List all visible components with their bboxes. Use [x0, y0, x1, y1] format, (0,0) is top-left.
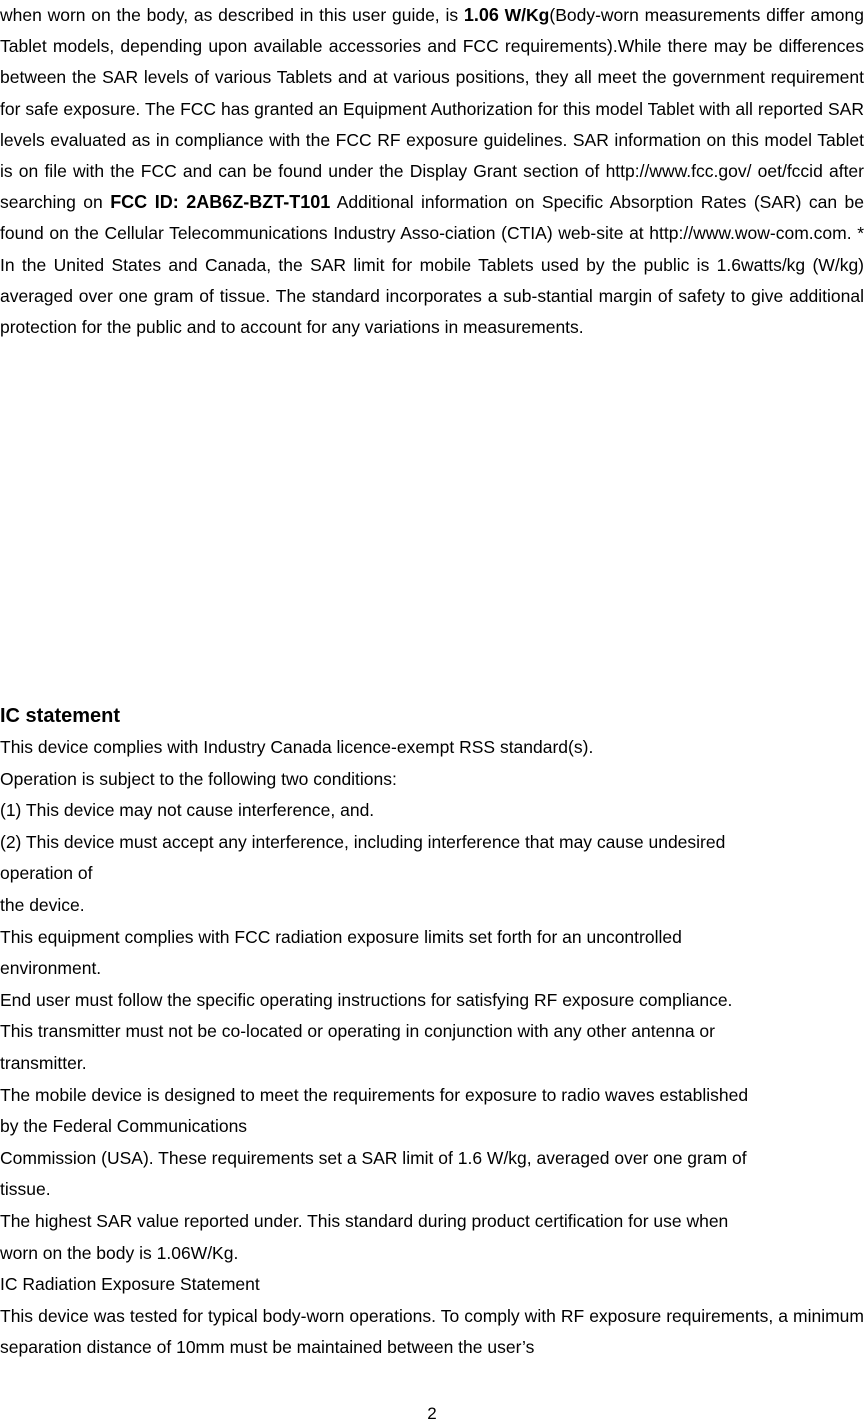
ic-line: This transmitter must not be co-located or operating in conjunction with any other antenna or [0, 1021, 715, 1042]
ic-line: tissue. [0, 1179, 51, 1200]
ic-statement-section [0, 700, 864, 1364]
ic-line: worn on the body is 1.06W/Kg. [0, 1242, 239, 1263]
ic-line: The highest SAR value reported under. This standard during product certification for use when [0, 1210, 729, 1231]
ic-line: by the Federal Communications [0, 1116, 248, 1137]
ic-line: Operation is subject to the following two conditions: [0, 768, 397, 789]
ic-line: Commission (USA). These requirements set a SAR limit of 1.6 W/kg, averaged over one gram of [0, 1147, 747, 1168]
sar-value: 1.06 [463, 5, 499, 25]
sar-unit: W/Kg [498, 5, 550, 25]
ic-line: transmitter. [0, 1052, 87, 1073]
ic-line: operation of [0, 863, 93, 884]
ic-line: IC Radiation Exposure Statement [0, 1274, 260, 1295]
sar-paragraph [0, 0, 864, 343]
ic-final-paragraph: This device was tested for typical body-worn operations. To comply with RF exposure requirements, a minimum separation distance of 10mm must be maintained between the user’s [0, 1305, 864, 1358]
ic-line: The mobile device is designed to meet the requirements for exposure to radio waves established [0, 1084, 749, 1105]
ic-line: environment. [0, 958, 102, 979]
page-number: 2 [427, 1404, 437, 1423]
sar-text-2: (Body-worn measurements differ among Tablet models, depending upon available accessories and FCC requirements).While there may be differences between the SAR levels of various Tablets and at various positions, they all meet the government requirement for safe exposure. The FCC has granted an Equipment Authorization for this model Tablet with all reported SAR levels evaluated as in compliance with the FCC RF exposure guidelines. SAR information on this model Tablet is on file with the FCC and can be found under the Display Grant section of http://www.fcc.gov/ oet/fccid after searching on [0, 5, 864, 213]
ic-statement-heading: IC statement [0, 705, 121, 727]
ic-line: (2) This device must accept any interference, including interference that may cause undesired [0, 831, 726, 852]
ic-line: End user must follow the specific operating instructions for satisfying RF exposure compliance. [0, 989, 733, 1010]
ic-line: This equipment complies with FCC radiation exposure limits set forth for an uncontrolled [0, 926, 682, 947]
fcc-id: FCC ID: 2AB6Z-BZT-T101 [110, 192, 331, 213]
ic-line: the device. [0, 894, 85, 915]
sar-text-3: Additional information on Specific Absorption Rates (SAR) can be found on the Cellular Telecommunications Industry Asso-ciation (CTIA) web-site at http://www.wow-com.com. * In the United States and Canada, the SAR limit for mobile Tablets used by the public is 1.6watts/kg (W/kg) averaged over one gram of tissue. The standard incorporates a sub-stantial margin of safety to give additional protection for the public and to account for any variations in measurements. [0, 192, 864, 338]
ic-line: This device complies with Industry Canada licence-exempt RSS standard(s). [0, 737, 594, 757]
sar-text-1: when worn on the body, as described in this user guide, is [0, 5, 464, 25]
ic-line: (1) This device may not cause interference, and. [0, 800, 375, 821]
